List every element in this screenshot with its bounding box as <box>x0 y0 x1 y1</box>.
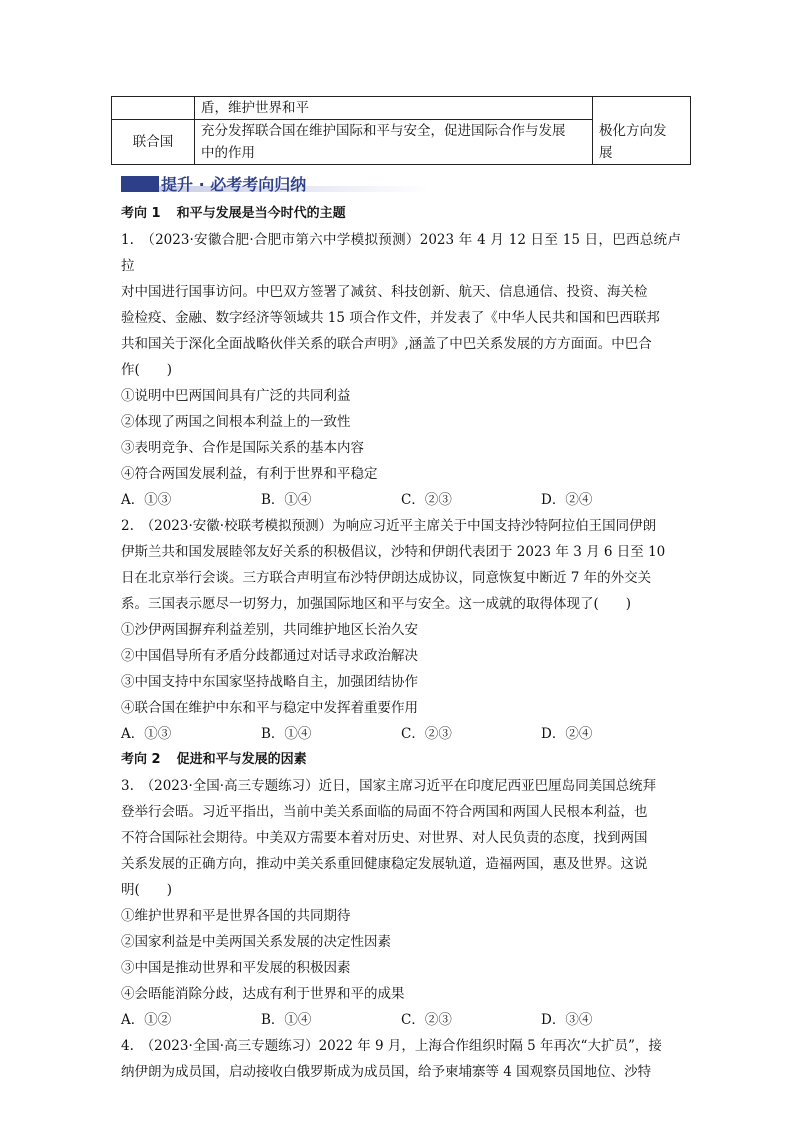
table-cell-empty <box>112 97 195 120</box>
statement-item: ①维护世界和平是世界各国的共同期待 <box>121 908 351 924</box>
option-a: A．①③ <box>121 726 172 742</box>
option-d: D．③④ <box>541 1012 593 1028</box>
question-line: 日在北京举行会谈。三方联合声明宣布沙特伊朗达成协议，同意恢复中断近 7 年的外交关 <box>121 570 652 586</box>
option-a: A．①② <box>121 1012 172 1028</box>
statement-item: ②国家利益是中美两国关系发展的决定性因素 <box>121 934 391 950</box>
question-4 <box>121 1033 681 1085</box>
statement-item: ①说明中巴两国间具有广泛的共同利益 <box>121 388 351 404</box>
table-cell-label: 联合国 <box>112 120 195 165</box>
section-heading: 考向 1 和平与发展是当今时代的主题 <box>121 206 346 221</box>
statement-item: ③中国支持中东国家坚持战略自主，加强团结协作 <box>121 674 418 690</box>
statement-item: ①沙伊两国摒弃利益差别，共同维护地区长治久安 <box>121 622 418 638</box>
answer-options <box>121 487 681 513</box>
question-line: 3. （2023·全国·高三专题练习）近日，国家主席习近平在印度尼西亚巴厘岛同美国总统拜 <box>121 778 657 794</box>
question-line: 登举行会晤。习近平指出，当前中美关系面临的局面不符合两国和两国人民根本利益，也 <box>121 804 648 820</box>
question-1 <box>121 227 681 513</box>
statement-item: ④符合两国发展利益，有利于世界和平稳定 <box>121 466 378 482</box>
banner-bar <box>121 176 159 192</box>
statement-item: ③中国是推动世界和平发展的积极因素 <box>121 960 351 976</box>
section-banner <box>121 174 431 194</box>
answer-options <box>121 1007 681 1033</box>
table-row <box>112 97 691 120</box>
question-line: 不符合国际社会期待。中美双方需要本着对历史、对世界、对人民负责的态度，找到两国 <box>121 830 648 846</box>
option-a: A．①③ <box>121 492 172 508</box>
question-line: 作( ) <box>121 362 173 378</box>
option-c: C．②③ <box>401 492 452 508</box>
option-b: B．①④ <box>261 1012 312 1028</box>
question-line: 对中国进行国事访问。中巴双方签署了减贫、科技创新、航天、信息通信、投资、海关检 <box>121 284 648 300</box>
answer-options <box>121 721 681 747</box>
section-heading: 考向 2 促进和平与发展的因素 <box>121 752 307 767</box>
option-d: D．②④ <box>541 492 593 508</box>
table-cell: 充分发挥联合国在维护国际和平与安全，促进国际合作与发展 中的作用 <box>195 120 593 165</box>
question-line: 2. （2023·安徽·校联考模拟预测）为响应习近平主席关于中国支持沙特阿拉伯王国同伊朗 <box>121 518 657 534</box>
option-b: B．①④ <box>261 492 312 508</box>
banner-title: 提升 · 必考考向归纳 <box>161 175 307 194</box>
option-c: C．②③ <box>401 726 452 742</box>
question-line: 伊斯兰共和国发展睦邻友好关系的积极倡议，沙特和伊朗代表团于 2023 年 3 月 6 日至 10 <box>121 544 666 560</box>
option-b: B．①④ <box>261 726 312 742</box>
statement-item: ③表明竞争、合作是国际关系的基本内容 <box>121 440 364 456</box>
question-3 <box>121 773 681 1033</box>
statement-item: ④联合国在维护中东和平与稳定中发挥着重要作用 <box>121 700 418 716</box>
question-line: 4. （2023·全国·高三专题练习）2022 年 9 月，上海合作组织时隔 5 年再次“大扩员”，接 <box>121 1038 662 1054</box>
question-2 <box>121 513 681 747</box>
question-line: 纳伊朗为成员国，启动接收白俄罗斯成为成员国，给予柬埔寨等 4 国观察员国地位、沙特 <box>121 1064 652 1080</box>
question-content <box>121 201 681 1085</box>
question-line: 验检疫、金融、数字经济等领域共 15 项合作文件，并发表了《中华人民共和国和巴西联邦 <box>121 310 660 326</box>
statement-item: ④会晤能消除分歧，达成有利于世界和平的成果 <box>121 986 405 1002</box>
question-line: 共和国关于深化全面战略伙伴关系的联合声明》,涵盖了中巴关系发展的方方面面。中巴合 <box>121 336 652 352</box>
policy-table-fragment <box>111 96 691 165</box>
statement-item: ②体现了两国之间根本利益上的一致性 <box>121 414 351 430</box>
table-cell-right: 极化方向发 展 <box>593 97 691 165</box>
question-line: 明( ) <box>121 882 173 898</box>
question-line: 关系发展的正确方向，推动中美关系重回健康稳定发展轨道，造福两国，惠及世界。这说 <box>121 856 648 872</box>
table-cell: 盾，维护世界和平 <box>195 97 593 120</box>
option-c: C．②③ <box>401 1012 452 1028</box>
question-line: 1. （2023·安徽合肥·合肥市第六中学模拟预测）2023 年 4 月 12 日至 15 日，巴西总统卢拉 <box>121 232 681 274</box>
statement-item: ②中国倡导所有矛盾分歧都通过对话寻求政治解决 <box>121 648 418 664</box>
option-d: D．②④ <box>541 726 593 742</box>
question-line: 系。三国表示愿尽一切努力，加强国际地区和平与安全。这一成就的取得体现了( ) <box>121 596 632 612</box>
